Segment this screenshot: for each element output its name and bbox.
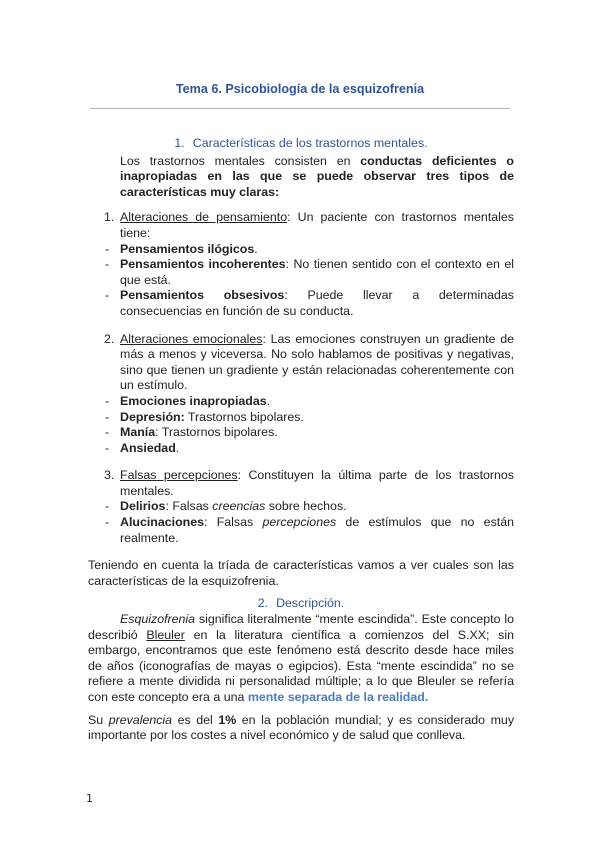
p1-text-a: significa literalmente “mente escindida”. Este concepto lo describió: [88, 612, 514, 642]
page-title: Tema 6. Psicobiología de la esquizofrenia: [175, 82, 425, 96]
p2-em: prevalencia: [108, 712, 173, 727]
dash-marker: -: [105, 393, 110, 408]
p1-highlight: mente separada de la realidad.: [247, 690, 429, 704]
section1-intro: [88, 154, 514, 201]
p2-text-b: es del: [172, 712, 219, 727]
numbered-item-2: [88, 332, 514, 394]
document-body: [88, 136, 514, 744]
sub-text: .: [254, 241, 258, 256]
section2-heading-text: Descripción.: [276, 596, 345, 611]
p1-bleuler: Bleuler: [146, 627, 185, 642]
list-item: [88, 394, 514, 410]
sub-bold: Emociones inapropiadas: [120, 393, 267, 408]
section2-paragraph-2: [88, 713, 514, 744]
section2-heading: [88, 596, 514, 612]
item-1-text: : Un paciente con trastornos mentales tiene:: [120, 210, 514, 240]
sub-em: creencias: [212, 499, 266, 514]
p2-text-c: en la población mundial; y es considerado muy importante por los costes a nivel económico y de salud que conlleva.: [88, 712, 515, 743]
item-3-marker: 3.: [104, 468, 115, 483]
item-2-title: Alteraciones emocionales: [120, 331, 263, 346]
sub-bold: Ansiedad: [120, 440, 176, 455]
sub-text: sobre hechos.: [265, 499, 347, 514]
sub-text: : No tienen sentido con el contexto en el que está.: [120, 257, 514, 287]
list-item: [88, 515, 514, 546]
p2-pct: 1%: [218, 712, 237, 727]
title-divider: [90, 108, 510, 109]
page-number: 1: [86, 792, 93, 805]
list-item: [88, 410, 514, 426]
list-item: [88, 257, 514, 288]
dash-marker: -: [105, 241, 110, 256]
section2-number: 2.: [257, 596, 269, 611]
item-2-text: : Las emociones construyen un gradiente de más a menos y viceversa. No solo hablamos de positivas y negativas, sino que tienen un gradiente y están relacionadas coherentemente con un estímulo.: [120, 331, 514, 393]
sub-text: : Falsas: [165, 499, 213, 514]
list-item: [88, 425, 514, 441]
sub-text: .: [175, 440, 180, 455]
sub-em: percepciones: [262, 515, 337, 530]
item-3-title: Falsas percepciones: [120, 468, 238, 483]
sub-bold: Pensamientos obsesivos: [120, 288, 285, 303]
sub-text: de estímulos que no están realmente.: [120, 515, 514, 545]
dash-marker: -: [105, 288, 110, 303]
list-item: [88, 441, 514, 457]
sub-text: : Falsas: [204, 515, 263, 530]
p2-text-a: Su: [88, 712, 109, 727]
item-1-title: Alteraciones de pensamiento: [120, 210, 288, 225]
numbered-item-3: [88, 468, 514, 499]
list-item: [88, 499, 514, 515]
numbered-item-1: [88, 210, 514, 241]
item-2-marker: 2.: [104, 331, 115, 346]
list-item: [88, 242, 514, 258]
sub-bold: Pensamientos incoherentes: [120, 257, 286, 272]
sub-text: : Puede llevar a determinadas consecuencias en función de su conducta.: [120, 288, 514, 318]
sub-bold: Alucinaciones: [120, 515, 205, 530]
section1-heading: [88, 136, 514, 152]
sub-text: .: [266, 393, 271, 408]
p1-text-b: en la literatura científica a comienzos del S.XX; sin embargo, encontramos que este fenómeno está descrito desde hace miles de años (iconografías de mayas o egipcios). Esta “mente escindida” no se refiere a mente dividida ni personalidad múltiple; a lo que Bleuler se refería con este concepto era a una: [88, 627, 515, 704]
intro-bold: conductas deficientes o inapropiadas en las que se puede observar tres tipos de características muy claras:: [120, 153, 514, 199]
sub-bold: Pensamientos ilógicos: [120, 241, 255, 256]
dash-marker: -: [105, 257, 110, 272]
sub-bold: Depresión:: [120, 409, 185, 424]
section1-closing: Teniendo en cuenta la tríada de características vamos a ver cuales son las características de la esquizofrenia.: [88, 558, 514, 588]
dash-marker: -: [105, 409, 110, 424]
dash-marker: -: [105, 499, 110, 514]
intro-text: Los trastornos mentales consisten en: [120, 153, 361, 168]
item-3-text: : Constituyen la última parte de los trastornos mentales.: [120, 468, 515, 498]
dash-marker: -: [105, 440, 110, 455]
p1-em: Esquizofrenia: [120, 612, 196, 627]
list-item: [88, 288, 514, 319]
sub-bold: Delirios: [120, 499, 166, 514]
dash-marker: -: [105, 515, 110, 530]
section2-paragraph-1: [88, 612, 514, 706]
sub-text: : Trastornos bipolares.: [155, 425, 278, 440]
dash-marker: -: [105, 425, 110, 440]
section1-heading-text: Características de los trastornos mentales.: [192, 136, 428, 150]
section1-number: 1.: [174, 136, 185, 150]
sub-bold: Manía: [120, 425, 156, 440]
item-1-marker: 1.: [104, 210, 115, 225]
sub-text: Trastornos bipolares.: [184, 409, 304, 424]
